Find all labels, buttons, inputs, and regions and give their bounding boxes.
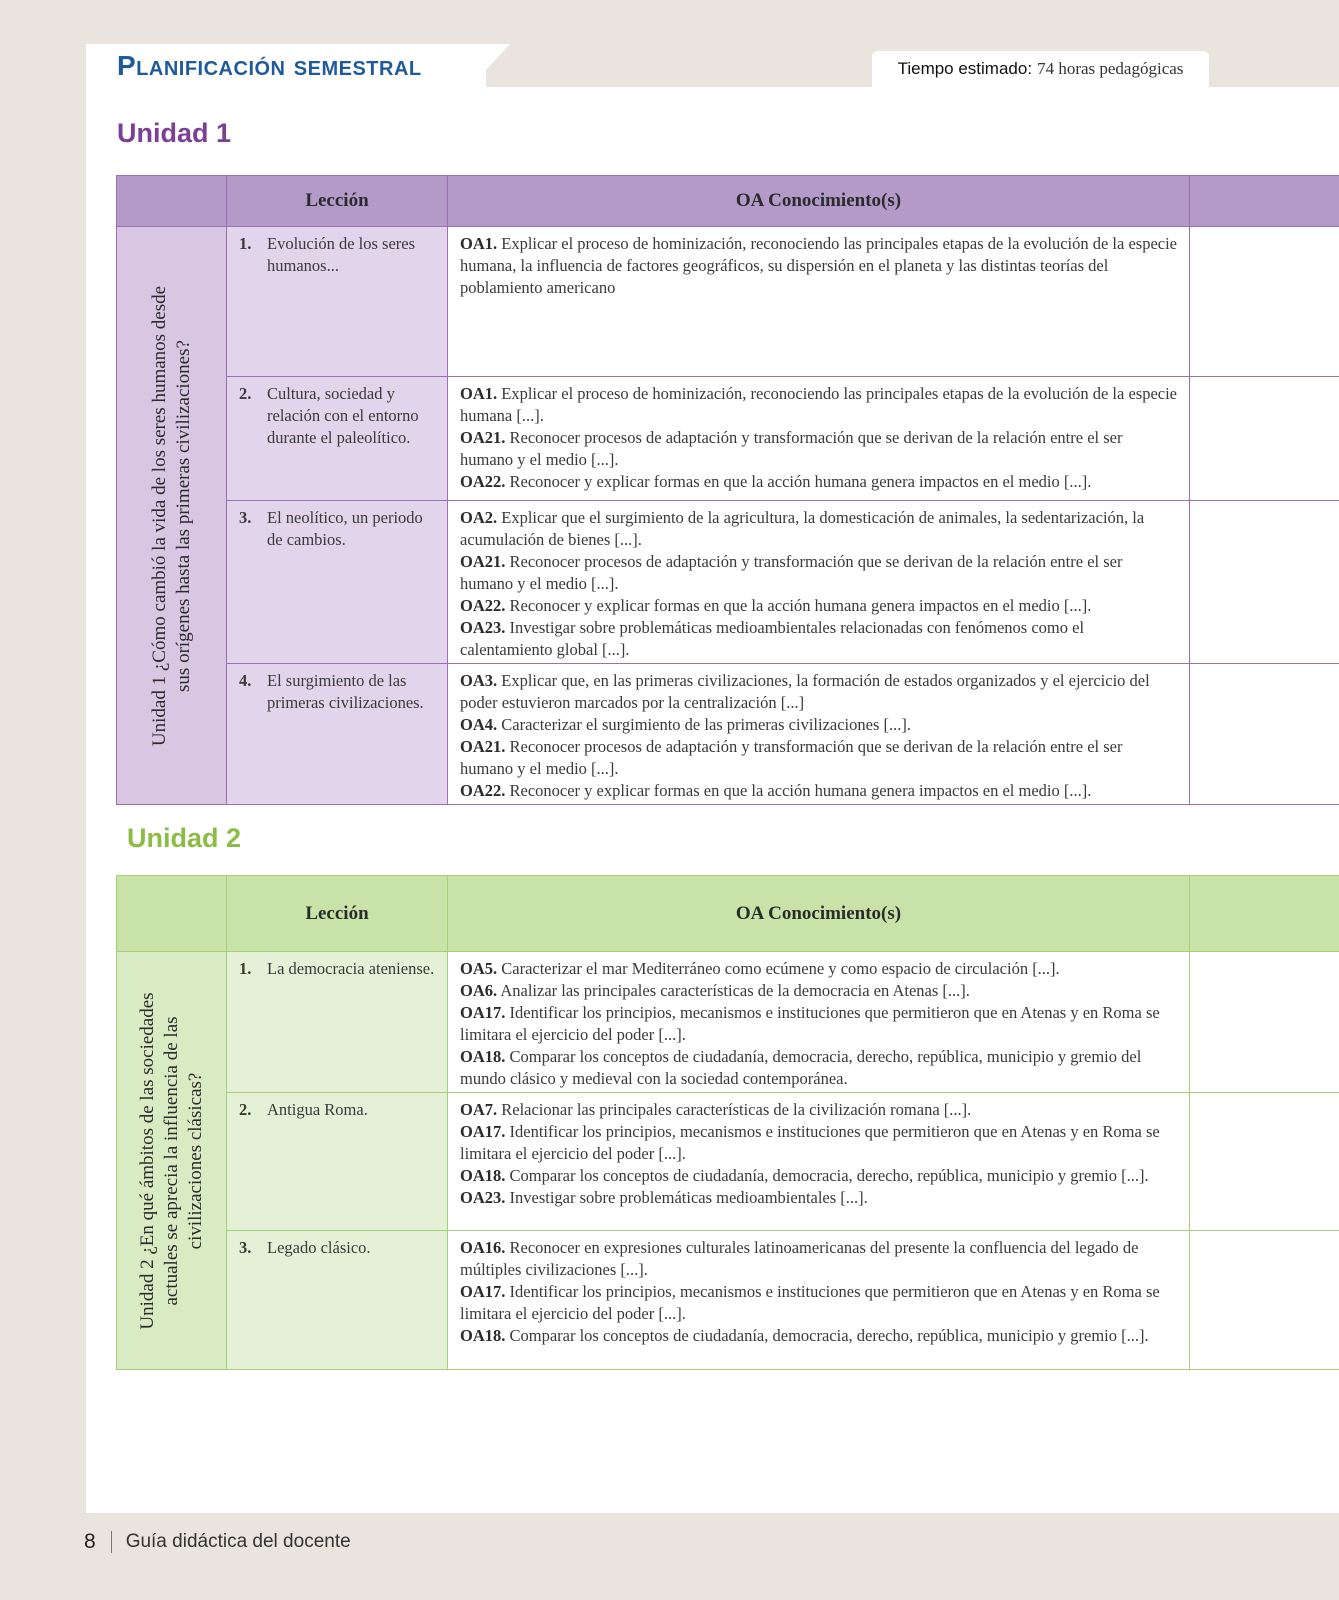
extra-column-header xyxy=(1190,176,1339,227)
oa-text: Caracterizar el surgimiento de las primeras civilizaciones [...]. xyxy=(501,715,911,734)
oa-item xyxy=(460,1281,1179,1325)
lesson-cell xyxy=(227,664,448,805)
oa-text: Comparar los conceptos de ciudadanía, democracia, derecho, república, municipio y gremio [...]. xyxy=(509,1326,1149,1345)
oa-text: Investigar sobre problemáticas medioambientales relacionadas con fenómenos como el calentamiento global [...]. xyxy=(460,618,1085,659)
oa-code: OA21. xyxy=(460,552,506,571)
oa-text: Explicar el proceso de hominización, reconociendo las principales etapas de la evolución de la especie humana [...]. xyxy=(460,384,1178,425)
unit-question xyxy=(136,992,208,1329)
oa-code: OA17. xyxy=(460,1122,506,1141)
oa-text: Investigar sobre problemáticas medioambientales [...]. xyxy=(509,1188,868,1207)
unit-question-line: Unidad 1 ¿Cómo cambió la vida de los seres humanos desde xyxy=(148,285,170,746)
table-row xyxy=(117,952,1339,1093)
lesson-title: Cultura, sociedad y relación con el entorno durante el paleolítico. xyxy=(267,384,419,447)
oa-text: Comparar los conceptos de ciudadanía, democracia, derecho, república, municipio y gremio del mundo clásico y medieval con la sociedad contemporánea. xyxy=(460,1047,1142,1088)
oa-item xyxy=(460,1099,1179,1121)
lesson-cell xyxy=(227,501,448,664)
unit-question-line: civilizaciones clásicas? xyxy=(184,1072,206,1249)
page-number: 8 xyxy=(84,1530,96,1553)
oa-text: Analizar las principales características de la democracia en Atenas [...]. xyxy=(500,981,970,1000)
table-row xyxy=(117,227,1339,377)
oa-text: Caracterizar el mar Mediterráneo como ecúmene y como espacio de circulación [...]. xyxy=(501,959,1060,978)
oa-code: OA17. xyxy=(460,1282,506,1301)
oa-item xyxy=(460,1121,1179,1165)
oa-item xyxy=(460,714,1179,736)
oa-text: Explicar el proceso de hominización, reconociendo las principales etapas de la evolución de la especie humana, la influencia de factores geográficos, su dispersión en el planeta y las distintas teorías del poblamiento americano xyxy=(460,234,1178,297)
oa-text: Comparar los conceptos de ciudadanía, democracia, derecho, república, municipio y gremio [...]. xyxy=(509,1166,1149,1185)
lesson-number: 1. xyxy=(239,234,252,253)
unit2-heading: Unidad 2 xyxy=(127,823,242,853)
lesson-column-header: Lección xyxy=(227,876,448,952)
oa-code: OA16. xyxy=(460,1238,506,1257)
oa-cell xyxy=(448,1231,1190,1370)
oa-text: Reconocer y explicar formas en que la acción humana genera impactos en el medio [...]. xyxy=(509,472,1092,491)
question-column-header xyxy=(117,176,227,227)
lesson-title: La democracia ateniense. xyxy=(267,959,435,978)
oa-item xyxy=(460,471,1179,493)
table-row xyxy=(117,377,1339,501)
question-column-header xyxy=(117,876,227,952)
oa-item xyxy=(460,595,1179,617)
lesson-cell xyxy=(227,1231,448,1370)
oa-text: Identificar los principios, mecanismos e instituciones que permitieron que en Atenas y en Roma se limitara el ejercicio del poder [...]. xyxy=(460,1003,1160,1044)
extra-cell xyxy=(1190,227,1339,377)
oa-text: Reconocer y explicar formas en que la acción humana genera impactos en el medio [...]. xyxy=(509,596,1092,615)
oa-item xyxy=(460,670,1179,714)
oa-item xyxy=(460,233,1179,299)
unit-question-cell xyxy=(117,952,227,1370)
extra-cell xyxy=(1190,501,1339,664)
lesson-title: Antigua Roma. xyxy=(267,1100,368,1119)
oa-text: Relacionar las principales características de la civilización romana [...]. xyxy=(501,1100,972,1119)
estimated-time-box xyxy=(872,51,1209,87)
lesson-number: 2. xyxy=(239,384,252,403)
lesson-cell xyxy=(227,377,448,501)
oa-code: OA21. xyxy=(460,428,506,447)
oa-item xyxy=(460,1237,1179,1281)
lesson-number: 4. xyxy=(239,671,252,690)
oa-item xyxy=(460,1165,1179,1187)
table-row xyxy=(117,664,1339,805)
oa-code: OA1. xyxy=(460,234,498,253)
oa-code: OA18. xyxy=(460,1326,506,1345)
page-title: Planificación semestral xyxy=(117,50,422,81)
oa-code: OA18. xyxy=(460,1047,506,1066)
oa-text: Reconocer en expresiones culturales latinoamericanas del presente la confluencia del legado de múltiples civilizaciones [...]. xyxy=(460,1238,1139,1279)
unit1-heading: Unidad 1 xyxy=(117,118,232,148)
guide-title: Guía didáctica del docente xyxy=(125,1531,351,1552)
table-header-row xyxy=(117,176,1339,227)
oa-code: OA17. xyxy=(460,1003,506,1022)
oa-code: OA5. xyxy=(460,959,498,978)
estimated-time-label: Tiempo estimado: xyxy=(897,59,1033,78)
lesson-number: 3. xyxy=(239,508,252,527)
unit-question xyxy=(148,285,196,745)
estimated-time-value: 74 horas pedagógicas xyxy=(1037,59,1184,78)
oa-code: OA3. xyxy=(460,671,498,690)
lesson-title: El surgimiento de las primeras civilizaciones. xyxy=(267,671,424,712)
oa-text: Reconocer procesos de adaptación y transformación que se derivan de la relación entre el ser humano y el medio [...]. xyxy=(460,552,1123,593)
table-row xyxy=(117,501,1339,664)
table-row xyxy=(117,1093,1339,1231)
oa-item xyxy=(460,617,1179,661)
lesson-number: 1. xyxy=(239,959,252,978)
oa-text: Explicar que el surgimiento de la agricultura, la domesticación de animales, la sedentarización, la acumulación de bienes [...]. xyxy=(460,508,1145,549)
lesson-cell xyxy=(227,1093,448,1231)
unit-question-line: sus orígenes hasta las primeras civilizaciones? xyxy=(172,339,194,692)
oa-code: OA2. xyxy=(460,508,498,527)
oa-item xyxy=(460,427,1179,471)
oa-code: OA7. xyxy=(460,1100,498,1119)
page-footer xyxy=(84,1530,351,1554)
oa-code: OA22. xyxy=(460,472,506,491)
oa-item xyxy=(460,1325,1179,1347)
oa-cell xyxy=(448,377,1190,501)
oa-cell xyxy=(448,501,1190,664)
oa-item xyxy=(460,980,1179,1002)
lesson-number: 2. xyxy=(239,1100,252,1119)
extra-cell xyxy=(1190,664,1339,805)
lesson-title: Evolución de los seres humanos... xyxy=(267,234,416,275)
oa-item xyxy=(460,736,1179,780)
unit-question-line: Unidad 2 ¿En qué ámbitos de las sociedades xyxy=(136,991,158,1330)
oa-item xyxy=(460,1002,1179,1046)
oa-item xyxy=(460,1187,1179,1209)
unit1-planning-table xyxy=(116,175,1339,805)
oa-code: OA22. xyxy=(460,596,506,615)
oa-cell xyxy=(448,664,1190,805)
lesson-number: 3. xyxy=(239,1238,252,1257)
oa-code: OA23. xyxy=(460,618,506,637)
oa-text: Identificar los principios, mecanismos e instituciones que permitieron que en Atenas y en Roma se limitara el ejercicio del poder [...]. xyxy=(460,1282,1160,1323)
unit2-planning-table xyxy=(116,875,1339,1370)
extra-cell xyxy=(1190,952,1339,1093)
extra-cell xyxy=(1190,377,1339,501)
oa-code: OA22. xyxy=(460,781,506,800)
extra-cell xyxy=(1190,1231,1339,1370)
oa-cell xyxy=(448,952,1190,1093)
oa-item xyxy=(460,507,1179,551)
oa-text: Reconocer procesos de adaptación y transformación que se derivan de la relación entre el ser humano y el medio [...]. xyxy=(460,737,1123,778)
oa-text: Reconocer procesos de adaptación y transformación que se derivan de la relación entre el ser humano y el medio [...]. xyxy=(460,428,1123,469)
oa-column-header: OA Conocimiento(s) xyxy=(448,876,1190,952)
unit-question-cell xyxy=(117,227,227,805)
extra-cell xyxy=(1190,1093,1339,1231)
oa-item xyxy=(460,958,1179,980)
lesson-cell xyxy=(227,952,448,1093)
oa-text: Reconocer y explicar formas en que la acción humana genera impactos en el medio [...]. xyxy=(509,781,1092,800)
table-row xyxy=(117,1231,1339,1370)
lesson-column-header: Lección xyxy=(227,176,448,227)
oa-item xyxy=(460,1046,1179,1090)
oa-cell xyxy=(448,227,1190,377)
unit-question-line: actuales se aprecia la influencia de las xyxy=(160,1015,182,1306)
title-tab-corner xyxy=(470,44,510,87)
lesson-title: Legado clásico. xyxy=(267,1238,371,1257)
oa-item xyxy=(460,383,1179,427)
oa-item xyxy=(460,780,1179,802)
lesson-title: El neolítico, un periodo de cambios. xyxy=(267,508,423,549)
lesson-cell xyxy=(227,227,448,377)
oa-item xyxy=(460,551,1179,595)
oa-text: Explicar que, en las primeras civilizaciones, la formación de estados organizados y el ejercicio del poder estuvieron marcados por la centralización [...] xyxy=(460,671,1150,712)
oa-cell xyxy=(448,1093,1190,1231)
oa-code: OA18. xyxy=(460,1166,506,1185)
oa-column-header: OA Conocimiento(s) xyxy=(448,176,1190,227)
extra-column-header xyxy=(1190,876,1339,952)
oa-text: Identificar los principios, mecanismos e instituciones que permitieron que en Atenas y en Roma se limitara el ejercicio del poder [...]. xyxy=(460,1122,1160,1163)
oa-code: OA4. xyxy=(460,715,498,734)
oa-code: OA23. xyxy=(460,1188,506,1207)
footer-divider xyxy=(111,1531,112,1553)
oa-code: OA21. xyxy=(460,737,506,756)
oa-code: OA6. xyxy=(460,981,498,1000)
table-header-row xyxy=(117,876,1339,952)
oa-code: OA1. xyxy=(460,384,498,403)
